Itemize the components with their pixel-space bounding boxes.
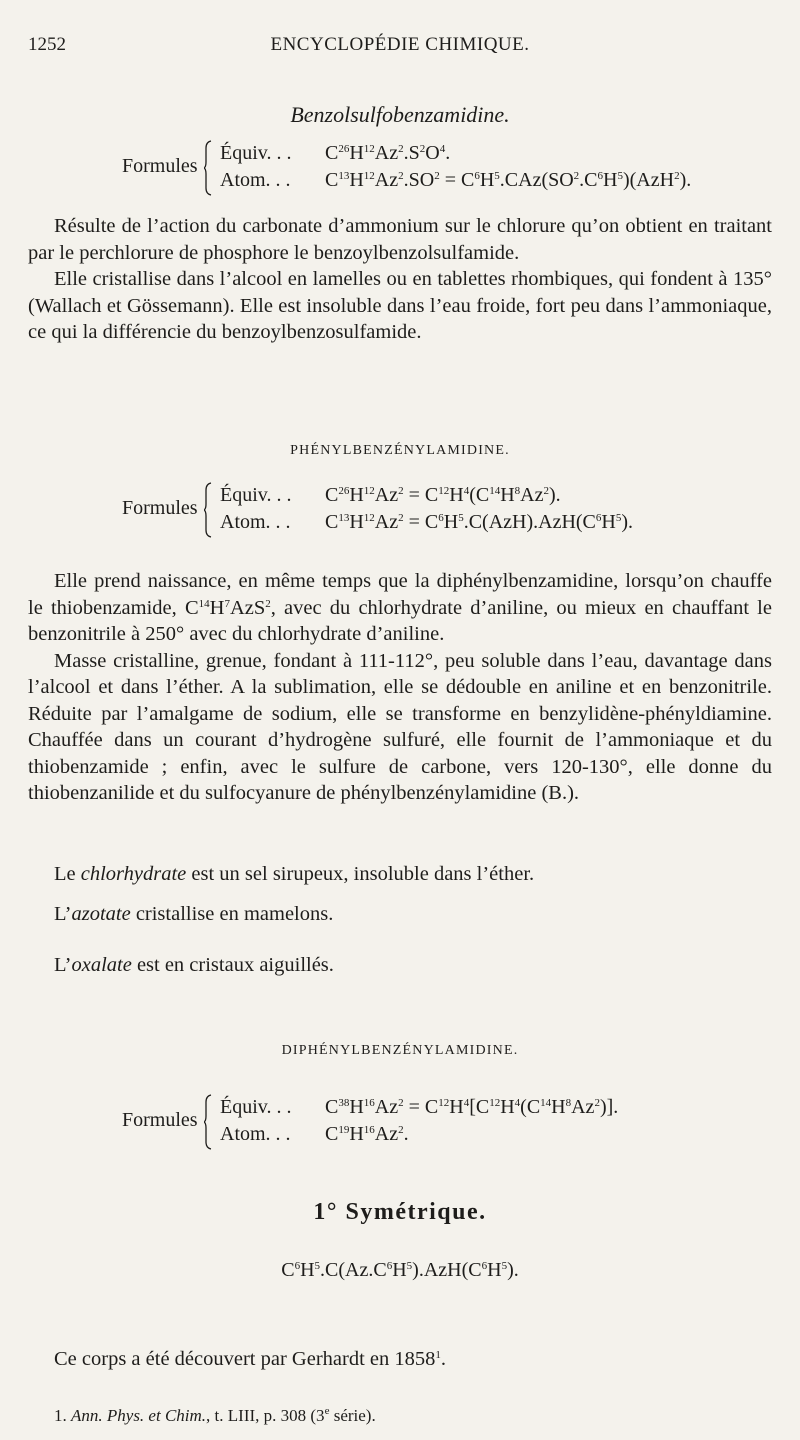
brace-icon [204, 140, 212, 196]
formulas-label: Formules [122, 1109, 198, 1131]
atom-label: Atom. . . [220, 169, 291, 191]
benzolsulfo-formulas [0, 140, 800, 200]
equiv-label: Équiv. . . [220, 1096, 292, 1118]
paragraph: Masse cristalline, grenue, fondant à 111-112°, peu soluble dans l’eau, davantage dans l’alcool et dans l’éther. A la sublimation, elle se dédouble en aniline et en benzonitrile. Réduite par l’amalgame de sodium, elle se transforme en benzylidène-phényldiamine. Chauffée dans un courant d’hydrogène sulfuré, elle fournit de l’ammoniaque et du thiobenzamide ; enfin, avec le sulfure de carbone, vers 120-130°, elle donne du thiobenzanilide et du sulfocyanure de phénylbenzénylamidine (B.). [28, 649, 772, 804]
page-number: 1252 [28, 34, 66, 55]
brace-icon [204, 482, 212, 538]
atom-formula-row [220, 169, 691, 192]
equiv-formula: $C^{26}H^{12}Az^2.S^2O^4$. [325, 142, 451, 164]
atom-formula: $C^{13}H^{12}Az^2 = C^6H^5.C(AzH).AzH(C^6H^5)$. [325, 511, 634, 533]
equiv-formula: $C^{38}H^{16}Az^2 = C^{12}H^4[C^{12}H^4(C^{14}H^8Az^2)]$. [325, 1096, 619, 1118]
discovery-line: Ce corps a été découvert par Gerhardt en 1858$^1$. [54, 1348, 446, 1370]
formulas-label: Formules [122, 497, 198, 519]
diphenylbenzenylamidine-title: DIPHÉNYLBENZÉNYLAMIDINE. [281, 1043, 519, 1058]
chlorhydrate-line: Le chlorhydrate est un sel sirupeux, insoluble dans l’éther. [54, 863, 535, 885]
atom-formula-row [220, 511, 633, 534]
symmetric-subheading: 1° Symétrique. [313, 1199, 487, 1225]
phenylbenzenylamidine-title: PHÉNYLBENZÉNYLAMIDINE. [290, 443, 510, 458]
atom-label: Atom. . . [220, 1123, 291, 1145]
phenyl-text [28, 568, 772, 807]
paragraph: Résulte de l’action du carbonate d’ammonium sur le chlorure qu’on obtient en traitant par le perchlorure de phosphore le benzoylbenzolsulfamide. [28, 215, 772, 264]
paragraph: Elle prend naissance, en même temps que la diphénylbenzamidine, lorsqu’on chauffe le thiobenzamide, $C^{14}H^7AzS^2$, avec du chlorhydrate d’aniline, ou mieux en chauffant le benzonitrile à 250° avec du chlorhydrate d’aniline. [28, 570, 772, 645]
equiv-formula: $C^{26}H^{12}Az^2 = C^{12}H^4(C^{14}H^8Az^2)$. [325, 484, 561, 506]
running-title: ENCYCLOPÉDIE CHIMIQUE. [270, 34, 530, 55]
atom-label: Atom. . . [220, 511, 291, 533]
equiv-label: Équiv. . . [220, 142, 292, 164]
atom-formula: $C^{19}H^{16}Az^2$. [325, 1123, 409, 1145]
equiv-formula-row [220, 142, 450, 165]
diphenyl-formulas [0, 1094, 800, 1154]
benzolsulfobenzamidine-title: Benzolsulfobenzamidine. [290, 102, 510, 127]
equiv-label: Équiv. . . [220, 484, 292, 506]
page-header [28, 34, 772, 64]
brace-icon [204, 1094, 212, 1150]
azotate-line: L’azotate cristallise en mamelons. [54, 903, 334, 925]
footnote: 1. Ann. Phys. et Chim., t. LIII, p. 308 (3e série). [54, 1405, 376, 1425]
benzolsulfo-text [28, 213, 772, 346]
equiv-formula-row [220, 1096, 618, 1119]
equiv-formula-row [220, 484, 561, 507]
structural-formula: $C^6H^5.C(Az.C^6H^5).AzH(C^6H^5)$. [281, 1259, 519, 1281]
atom-formula-row [220, 1123, 409, 1146]
paragraph: Elle cristallise dans l’alcool en lamelles ou en tablettes rhombiques, qui fondent à 135° (Wallach et Gössemann). Elle est insoluble dans l’eau froide, fort peu dans l’ammoniaque, ce qui la différencie du benzoylbenzosulfamide. [28, 268, 772, 343]
formulas-label: Formules [122, 155, 198, 177]
atom-formula: $C^{13}H^{12}Az^2.SO^2 = C^6H^5.CAz(SO^2.C^6H^5)(AzH^2)$. [325, 169, 692, 191]
phenyl-formulas [0, 482, 800, 542]
oxalate-line: L’oxalate est en cristaux aiguillés. [54, 954, 334, 976]
